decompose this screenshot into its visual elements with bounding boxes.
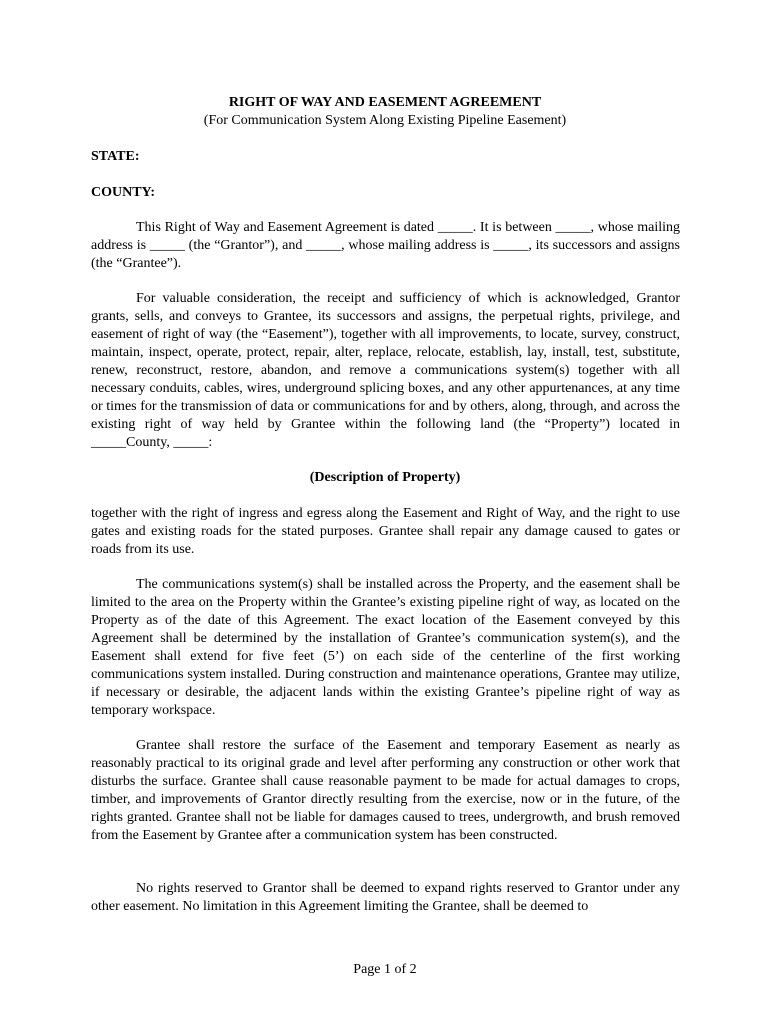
document-subtitle: (For Communication System Along Existing Pipeline Easement)	[203, 113, 567, 128]
property-description-heading: (Description of Property)	[309, 470, 461, 485]
document-title: RIGHT OF WAY AND EASEMENT AGREEMENT	[228, 95, 542, 110]
paragraph-ingress-egress: together with the right of ingress and egress along the Easement and Right of Way, and the right to use gates and existing roads for the stated purposes. Grantee shall repair any damage caused to gates or roads from its use.	[91, 506, 680, 557]
paragraph-restoration: Grantee shall restore the surface of the Easement and temporary Easement as nearly as reasonably practical to its original grade and level after performing any construction or other work that disturbs the surface. Grantee shall cause reasonable payment to be made for actual damages to crops, timber, and improvements of Grantor directly resulting from the exercise, now or in the future, of the rights granted. Grantee shall not be liable for damages caused to trees, undergrowth, and brush removed from the Easement by Grantee after a communication system has been constructed.	[91, 738, 680, 843]
state-label: STATE:	[91, 149, 140, 164]
paragraph-grant: For valuable consideration, the receipt and sufficiency of which is acknowledged, Grantor grants, sells, and conveys to Grantee, its successors and assigns, the perpetual rights, privilege, and easement of right of way (the “Easement”), together with all improvements, to locate, survey, construct, maintain, inspect, operate, protect, repair, alter, replace, relocate, establish, lay, install, test, substitute, renew, reconstruct, restore, abandon, and remove a communications system(s) together with all necessary conduits, cables, wires, underground splicing boxes, and any other appurtenances, at any time or times for the transmission of data or communications for and by others, along, through, and across the existing right of way held by Grantee within the following land (the “Property”) located in _____County, _____:	[91, 291, 680, 450]
paragraph-rights-reserved: No rights reserved to Grantor shall be deemed to expand rights reserved to Grantor under any other easement. No limitation in this Agreement limiting the Grantee, shall be deemed to	[91, 881, 680, 914]
page-number: Page 1 of 2	[353, 962, 417, 977]
paragraph-installation: The communications system(s) shall be installed across the Property, and the easement shall be limited to the area on the Property within the Grantee’s existing pipeline right of way, as located on the Property as of the date of this Agreement. The exact location of the Easement conveyed by this Agreement shall be determined by the installation of Grantee’s communication system(s), and the Easement shall extend for five feet (5’) on each side of the centerline of the first working communications system installed. During construction and maintenance operations, Grantee may utilize, if necessary or desirable, the adjacent lands within the existing Grantee’s pipeline right of way as temporary workspace.	[91, 577, 680, 718]
county-label: COUNTY:	[91, 185, 156, 200]
paragraph-parties: This Right of Way and Easement Agreement is dated _____. It is between _____, whose mailing address is _____ (the “Grantor”), and _____, whose mailing address is _____, its successors and assigns (the “Grantee”).	[91, 220, 680, 271]
